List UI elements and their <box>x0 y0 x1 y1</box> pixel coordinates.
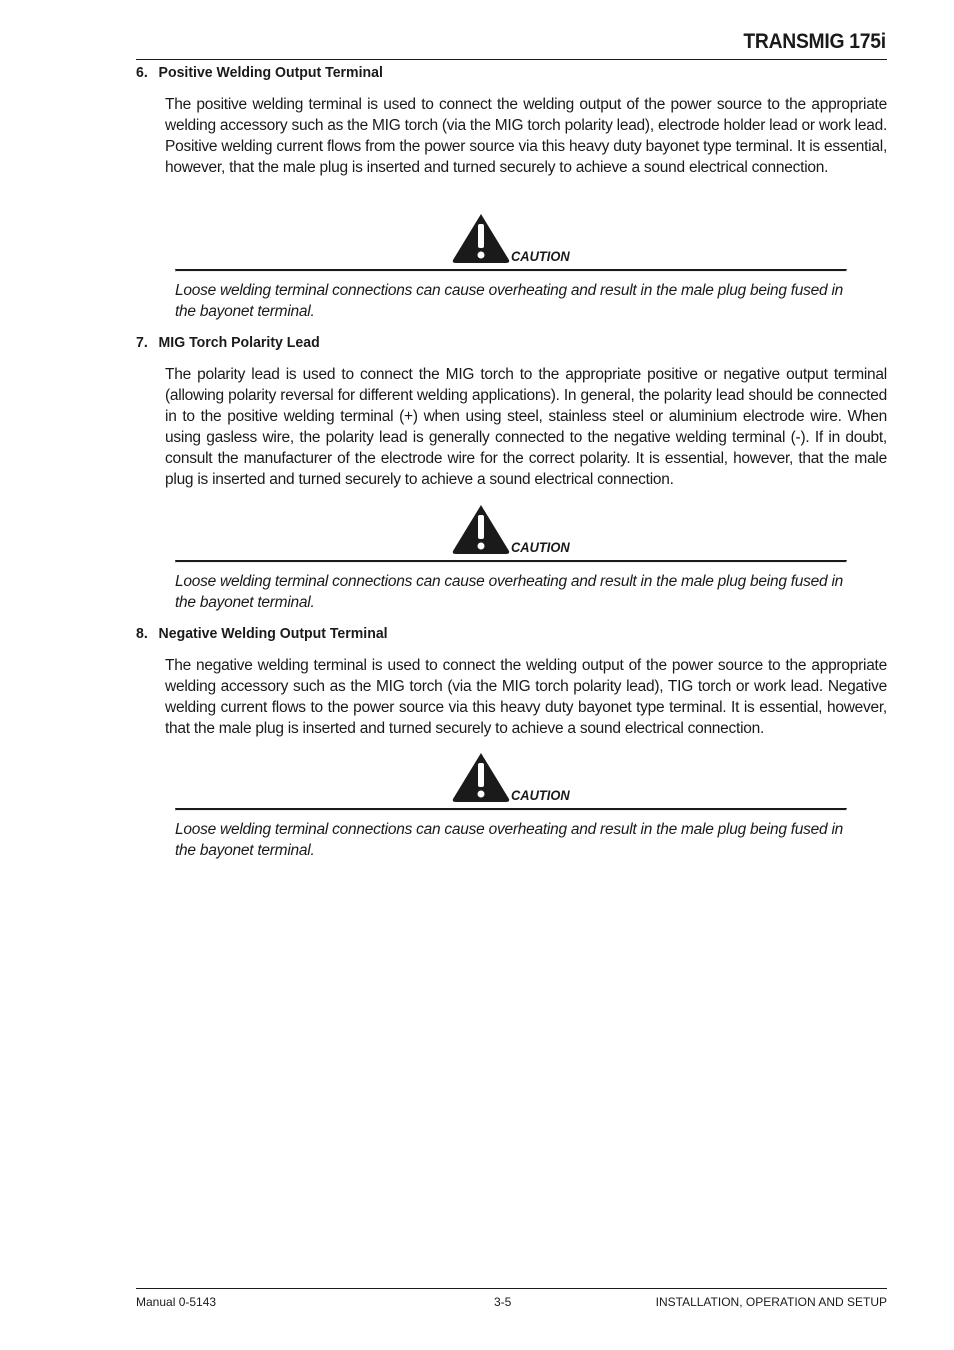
section-heading: 8. Negative Welding Output Terminal <box>136 625 388 642</box>
warning-triangle-icon <box>451 503 511 555</box>
caution-block <box>175 212 847 322</box>
header-rule <box>136 59 887 60</box>
section-heading: 6. Positive Welding Output Terminal <box>136 64 383 81</box>
footer-chapter-title: INSTALLATION, OPERATION AND SETUP <box>655 1295 887 1309</box>
section-negative-terminal <box>136 625 887 739</box>
footer-rule <box>136 1288 887 1289</box>
warning-triangle-icon <box>451 751 511 803</box>
caution-label: CAUTION <box>511 248 570 264</box>
caution-text: Loose welding terminal connections can cause overheating and result in the male plug being fused in the bayonet terminal. <box>175 282 844 320</box>
caution-text: Loose welding terminal connections can cause overheating and result in the male plug being fused in the bayonet terminal. <box>175 573 844 611</box>
caution-text: Loose welding terminal connections can cause overheating and result in the male plug being fused in the bayonet terminal. <box>175 821 844 859</box>
section-polarity-lead <box>136 334 887 490</box>
caution-rule <box>175 269 847 272</box>
caution-block <box>175 503 847 613</box>
section-body: The positive welding terminal is used to connect the welding output of the power source to the appropriate welding accessory such as the MIG torch (via the MIG torch polarity lead), electrode holder lead or work lead. Positive welding current flows from the power source via this heavy duty bayonet type terminal. It is essential, however, that the male plug is inserted and turned securely to achieve a sound electrical connection. <box>165 96 888 176</box>
footer-manual-number: Manual 0-5143 <box>136 1295 217 1309</box>
caution-block <box>175 751 847 861</box>
page-header-title: TRANSMIG 175i <box>743 30 886 53</box>
footer-page-number: 3-5 <box>494 1295 512 1309</box>
section-heading: 7. MIG Torch Polarity Lead <box>136 334 320 351</box>
section-positive-terminal <box>136 64 887 178</box>
section-body: The polarity lead is used to connect the MIG torch to the appropriate positive or negative output terminal (allowing polarity reversal for different welding applications). In general, the polarity lead should be connected in to the positive welding terminal (+) when using steel, stainless steel or aluminium electrode wire. When using gasless wire, the polarity lead is generally connected to the negative welding terminal (-). If in doubt, consult the manufacturer of the electrode wire for the correct polarity. It is essential, however, that the male plug is inserted and turned securely to achieve a sound electrical connection. <box>165 366 887 488</box>
caution-rule <box>175 560 847 563</box>
caution-label: CAUTION <box>511 539 570 555</box>
caution-label: CAUTION <box>511 787 570 803</box>
section-body: The negative welding terminal is used to connect the welding output of the power source to the appropriate welding accessory such as the MIG torch (via the MIG torch polarity lead), TIG torch or work lead. Negative welding current flows to the power source via this heavy duty bayonet type terminal. It is essential, however, that the male plug is inserted and turned securely to achieve a sound electrical connection. <box>165 657 887 737</box>
warning-triangle-icon <box>451 212 511 264</box>
caution-rule <box>175 808 847 811</box>
